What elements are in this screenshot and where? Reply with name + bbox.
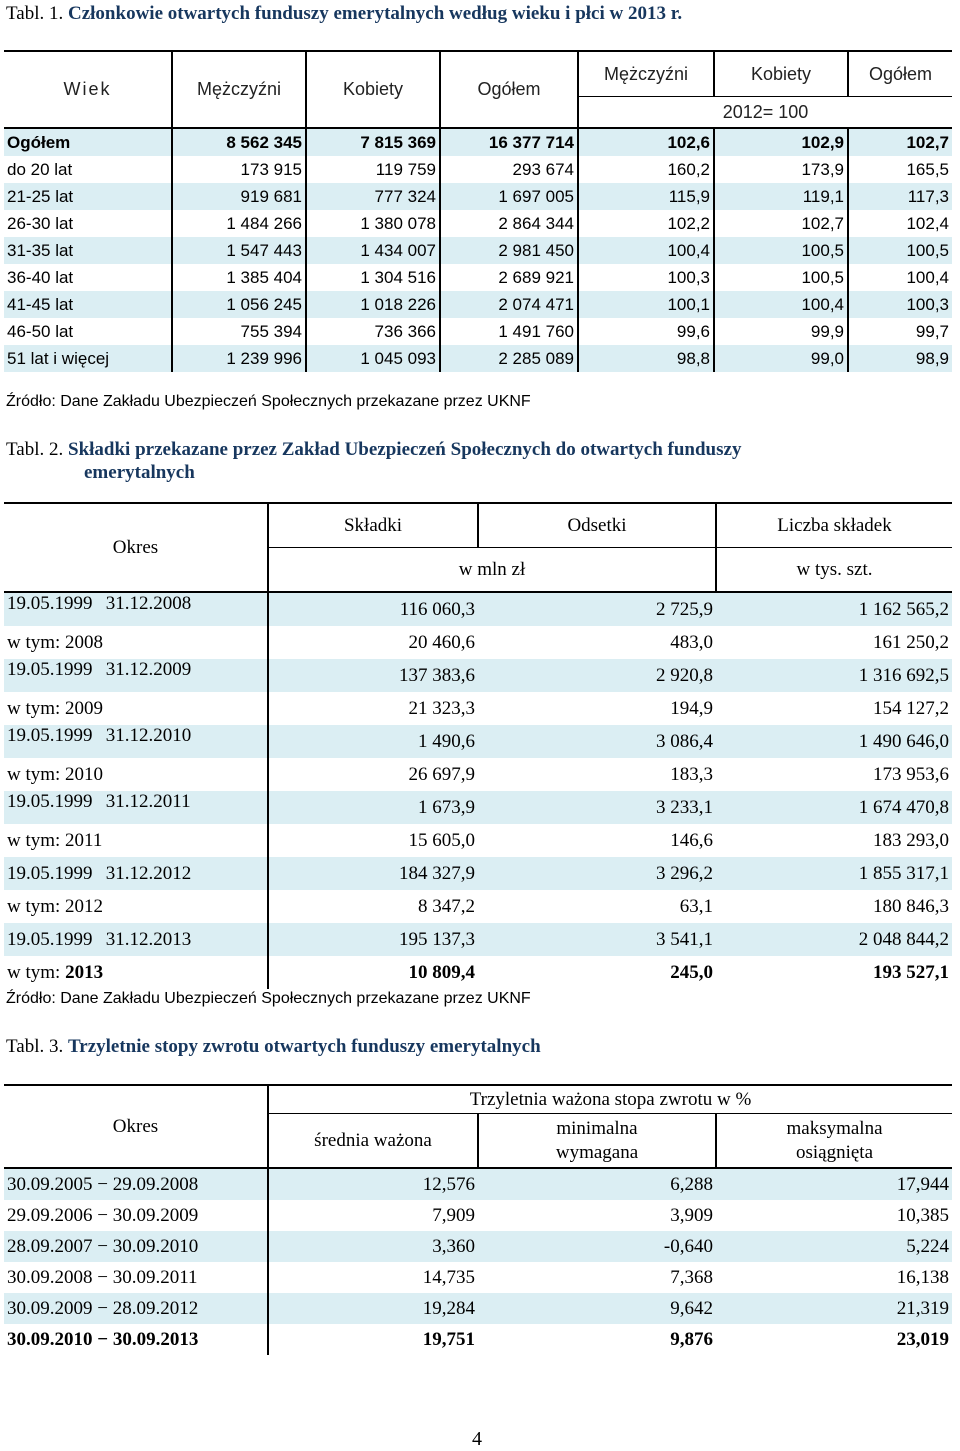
cell-women: 1 434 007 <box>306 237 440 264</box>
cell-men: 1 547 443 <box>172 237 306 264</box>
cell-period: 30.09.2008 − 30.09.2011 <box>4 1262 268 1293</box>
cell-period: 30.09.2009 − 28.09.2012 <box>4 1293 268 1324</box>
cell-women: 1 018 226 <box>306 291 440 318</box>
header-base-year: 2012= 100 <box>578 97 952 129</box>
cell-count: 193 527,1 <box>873 961 949 983</box>
cell-period: w tym: 2011 <box>4 824 268 857</box>
table-row <box>4 956 952 989</box>
cell-maximum: 21,319 <box>716 1293 952 1324</box>
cell-minimum: 7,368 <box>670 1266 713 1288</box>
cell-women-index: 100,5 <box>714 237 848 264</box>
table-row <box>4 725 952 758</box>
table-row <box>4 692 952 725</box>
cell-period: w tym: 2013 <box>4 956 268 989</box>
cell-average: 19,751 <box>422 1328 475 1350</box>
cell-maximum: 10,385 <box>896 1204 949 1226</box>
table-row <box>4 345 952 372</box>
cell-contributions: 8 347,2 <box>418 895 475 917</box>
cell-interest: 146,6 <box>670 829 713 851</box>
cell-period: 19.05.1999 31.12.2011 <box>4 791 268 824</box>
table-row <box>4 237 952 264</box>
cell-period: 19.05.1999 31.12.2009 <box>4 659 268 692</box>
cell-period: 19.05.1999 31.12.2010 <box>4 725 268 758</box>
cell-count: 161 250,2 <box>873 631 949 653</box>
cell-women-index: 173,9 <box>714 156 848 183</box>
cell-average: 14,735 <box>422 1266 475 1288</box>
cell-period: 28.09.2007 − 30.09.2010 <box>4 1231 268 1262</box>
cell-men: 1 484 266 <box>172 210 306 237</box>
cell-period: 30.09.2005 − 29.09.2008 <box>4 1168 268 1200</box>
table1-members-by-age <box>4 50 952 372</box>
cell-total-index: 99,7 <box>915 321 949 341</box>
table-row <box>4 1262 952 1293</box>
table2-source: Źródło: Dane Zakładu Ubezpieczeń Społecznych przekazane przez UKNF <box>6 990 531 1007</box>
cell-period: w tym: 2010 <box>4 758 268 791</box>
cell-women: 1 045 093 <box>306 345 440 372</box>
cell-total-index: 102,4 <box>906 213 949 233</box>
cell-contributions: 10 809,4 <box>408 961 475 983</box>
cell-minimum: 6,288 <box>478 1168 716 1200</box>
cell-women-index: 119,1 <box>714 183 848 210</box>
table1-source: Źródło: Dane Zakładu Ubezpieczeń Społecznych przekazane przez UKNF <box>6 393 531 410</box>
cell-men: 1 056 245 <box>172 291 306 318</box>
cell-contributions: 184 327,9 <box>268 857 478 890</box>
table-row <box>4 183 952 210</box>
table3-return-rates <box>4 1084 952 1355</box>
cell-count: 180 846,3 <box>873 895 949 917</box>
cell-total-index: 117,3 <box>848 183 952 210</box>
row-label: 21-25 lat <box>4 183 172 210</box>
header-men: Mężczyźni <box>172 51 306 128</box>
cell-interest: 2 725,9 <box>478 592 716 626</box>
cell-men: 1 239 996 <box>172 345 306 372</box>
table-row <box>4 890 952 923</box>
cell-total: 2 285 089 <box>440 345 578 372</box>
header-weighted-average: średnia ważona <box>268 1114 478 1169</box>
table-row <box>4 1231 952 1262</box>
cell-total: 1 491 760 <box>440 318 578 345</box>
table-row <box>4 791 952 824</box>
cell-men: 1 385 404 <box>172 264 306 291</box>
cell-maximum: 23,019 <box>896 1328 949 1350</box>
cell-total: 1 697 005 <box>440 183 578 210</box>
cell-minimum: 3,909 <box>670 1204 713 1226</box>
cell-average: 19,284 <box>268 1293 478 1324</box>
cell-interest: 3 086,4 <box>478 725 716 758</box>
cell-minimum: 9,642 <box>478 1293 716 1324</box>
cell-men-index: 102,6 <box>578 128 714 156</box>
table-row <box>4 264 952 291</box>
cell-contributions: 195 137,3 <box>268 923 478 956</box>
table-row <box>4 1324 952 1355</box>
table-row <box>4 758 952 791</box>
cell-period: 19.05.1999 31.12.2008 <box>4 592 268 626</box>
cell-men: 919 681 <box>172 183 306 210</box>
cell-count: 173 953,6 <box>873 763 949 785</box>
table-row <box>4 824 952 857</box>
cell-contributions: 137 383,6 <box>268 659 478 692</box>
cell-women: 1 304 516 <box>306 264 440 291</box>
cell-average: 7,909 <box>432 1204 475 1226</box>
cell-women: 1 380 078 <box>306 210 440 237</box>
cell-total: 2 074 471 <box>440 291 578 318</box>
cell-men-index: 100,4 <box>578 237 714 264</box>
row-label: do 20 lat <box>4 156 172 183</box>
header-period: Okres <box>4 1085 268 1168</box>
cell-women: 119 759 <box>306 156 440 183</box>
row-label: 26-30 lat <box>4 210 172 237</box>
header-men-index: Mężczyźni <box>578 51 714 97</box>
cell-men-index: 100,1 <box>578 291 714 318</box>
cell-count: 1 316 692,5 <box>716 659 952 692</box>
cell-total: 16 377 714 <box>440 128 578 156</box>
cell-total-index: 100,4 <box>906 267 949 287</box>
table-row <box>4 156 952 183</box>
cell-total-index: 165,5 <box>906 159 949 179</box>
cell-contributions: 21 323,3 <box>408 697 475 719</box>
cell-women-index: 102,9 <box>714 128 848 156</box>
cell-period: 30.09.2010 − 30.09.2013 <box>4 1324 268 1355</box>
cell-period: w tym: 2012 <box>4 890 268 923</box>
row-label: Ogółem <box>4 128 172 156</box>
row-label: 31-35 lat <box>4 237 172 264</box>
header-contributions: Składki <box>268 503 478 548</box>
row-label: 46-50 lat <box>4 318 172 345</box>
cell-count: 1 674 470,8 <box>716 791 952 824</box>
page-number: 4 <box>472 1428 482 1450</box>
cell-interest: 3 233,1 <box>478 791 716 824</box>
cell-total-index: 102,7 <box>848 128 952 156</box>
table2-contributions <box>4 502 952 989</box>
cell-contributions: 1 490,6 <box>268 725 478 758</box>
cell-men: 8 562 345 <box>172 128 306 156</box>
cell-period: 19.05.1999 31.12.2012 <box>4 857 268 890</box>
table-row <box>4 1200 952 1231</box>
header-interest: Odsetki <box>478 503 716 548</box>
cell-interest: 483,0 <box>670 631 713 653</box>
header-total: Ogółem <box>440 51 578 128</box>
cell-average: 3,360 <box>268 1231 478 1262</box>
cell-women: 736 366 <box>306 318 440 345</box>
cell-total: 2 689 921 <box>440 264 578 291</box>
table-row <box>4 857 952 890</box>
cell-count: 154 127,2 <box>873 697 949 719</box>
cell-interest: 245,0 <box>670 961 713 983</box>
header-unit-mln: w mln zł <box>268 548 716 593</box>
cell-count: 1 162 565,2 <box>716 592 952 626</box>
header-unit-ths: w tys. szt. <box>716 548 952 593</box>
cell-count: 1 855 317,1 <box>716 857 952 890</box>
cell-total-index: 98,9 <box>848 345 952 372</box>
table-row <box>4 626 952 659</box>
header-rate-group: Trzyletnia ważona stopa zwrotu w % <box>268 1085 952 1114</box>
table3-caption: Tabl. 3. Trzyletnie stopy zwrotu otwartych funduszy emerytalnych <box>6 1036 541 1057</box>
cell-contributions: 1 673,9 <box>268 791 478 824</box>
cell-women-index: 100,5 <box>714 264 848 291</box>
header-women: Kobiety <box>306 51 440 128</box>
cell-men: 173 915 <box>172 156 306 183</box>
cell-contributions: 20 460,6 <box>408 631 475 653</box>
table-row <box>4 923 952 956</box>
cell-count: 2 048 844,2 <box>716 923 952 956</box>
table-row <box>4 210 952 237</box>
cell-minimum: 9,876 <box>670 1328 713 1350</box>
cell-period: w tym: 2009 <box>4 692 268 725</box>
cell-men-index: 99,6 <box>578 318 714 345</box>
cell-interest: 183,3 <box>670 763 713 785</box>
cell-count: 183 293,0 <box>873 829 949 851</box>
cell-interest: 194,9 <box>670 697 713 719</box>
cell-total: 2 864 344 <box>440 210 578 237</box>
cell-men-index: 100,3 <box>578 264 714 291</box>
cell-women: 777 324 <box>306 183 440 210</box>
header-maximum-achieved: maksymalna osiągnięta <box>786 1117 883 1163</box>
cell-total-index: 100,3 <box>848 291 952 318</box>
header-total-index: Ogółem <box>848 51 952 97</box>
header-age: Wiek <box>4 51 172 128</box>
cell-women-index: 102,7 <box>714 210 848 237</box>
cell-interest: 3 296,2 <box>478 857 716 890</box>
table-row <box>4 592 952 626</box>
table-row <box>4 659 952 692</box>
cell-interest: 2 920,8 <box>478 659 716 692</box>
header-women-index: Kobiety <box>714 51 848 97</box>
cell-women-index: 100,4 <box>714 291 848 318</box>
cell-interest: 3 541,1 <box>478 923 716 956</box>
header-minimum-required: minimalna wymagana <box>478 1114 716 1169</box>
cell-men-index: 115,9 <box>578 183 714 210</box>
cell-period: w tym: 2008 <box>4 626 268 659</box>
cell-contributions: 116 060,3 <box>268 592 478 626</box>
cell-average: 12,576 <box>268 1168 478 1200</box>
table-row <box>4 291 952 318</box>
cell-men-index: 102,2 <box>578 210 714 237</box>
cell-men-index: 160,2 <box>578 156 714 183</box>
cell-contributions: 26 697,9 <box>408 763 475 785</box>
row-label: 51 lat i więcej <box>4 345 172 372</box>
header-count: Liczba składek <box>716 503 952 548</box>
cell-men-index: 98,8 <box>578 345 714 372</box>
table-row <box>4 128 952 156</box>
table-row <box>4 318 952 345</box>
row-label: 36-40 lat <box>4 264 172 291</box>
header-period: Okres <box>4 503 268 592</box>
table1-caption: Tabl. 1. Członkowie otwartych funduszy emerytalnych według wieku i płci w 2013 r. <box>6 3 683 24</box>
cell-minimum: -0,640 <box>478 1231 716 1262</box>
cell-total: 2 981 450 <box>440 237 578 264</box>
cell-total: 293 674 <box>440 156 578 183</box>
cell-men: 755 394 <box>172 318 306 345</box>
cell-women-index: 99,9 <box>714 318 848 345</box>
cell-interest: 63,1 <box>679 895 713 917</box>
cell-maximum: 17,944 <box>716 1168 952 1200</box>
table2-caption: Tabl. 2. Składki przekazane przez Zakład Ubezpieczeń Społecznych do otwartych funduszy emerytalnych <box>6 439 742 483</box>
cell-period: 19.05.1999 31.12.2013 <box>4 923 268 956</box>
cell-women: 7 815 369 <box>306 128 440 156</box>
cell-contributions: 15 605,0 <box>408 829 475 851</box>
table-row <box>4 1168 952 1200</box>
cell-count: 1 490 646,0 <box>716 725 952 758</box>
cell-maximum: 16,138 <box>896 1266 949 1288</box>
table-row <box>4 1293 952 1324</box>
row-label: 41-45 lat <box>4 291 172 318</box>
cell-women-index: 99,0 <box>714 345 848 372</box>
cell-maximum: 5,224 <box>716 1231 952 1262</box>
cell-period: 29.09.2006 − 30.09.2009 <box>4 1200 268 1231</box>
cell-total-index: 100,5 <box>848 237 952 264</box>
